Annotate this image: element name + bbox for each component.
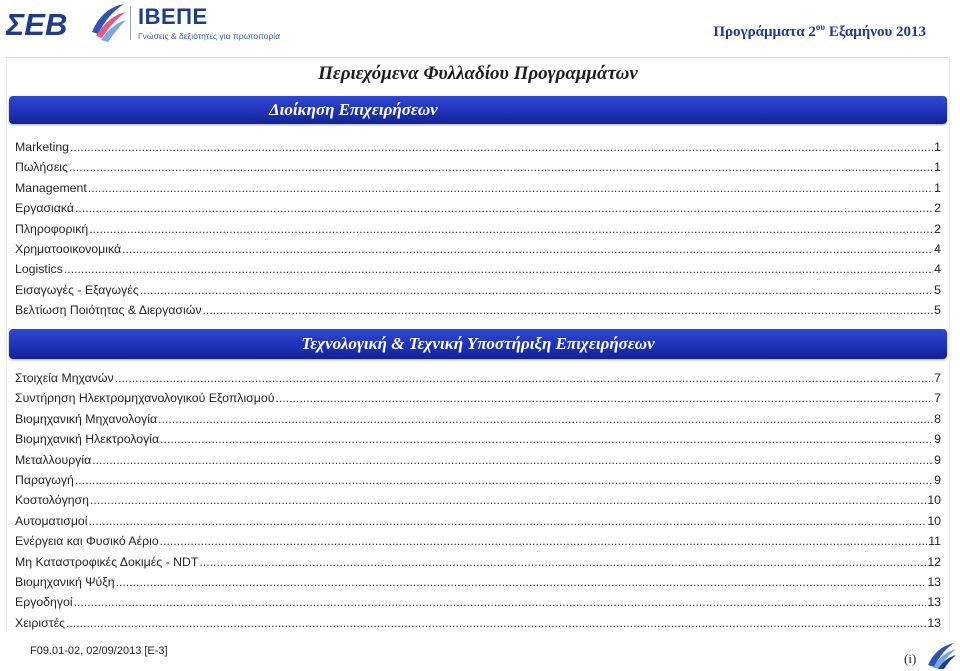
toc-leader xyxy=(69,157,933,177)
toc-leader xyxy=(92,450,933,470)
toc-entry-page: 11 xyxy=(928,534,941,549)
toc-entry-page: 13 xyxy=(927,615,941,630)
logo-separator xyxy=(130,6,131,40)
toc-entry-page: 10 xyxy=(927,493,941,508)
toc-entry-label: Βιομηχανική Ψύξη xyxy=(15,574,115,589)
toc-entry-page: 9 xyxy=(934,432,941,447)
toc-leader xyxy=(90,490,926,510)
toc-entry-page: 7 xyxy=(934,371,941,385)
toc-entry-label: Πληροφορική xyxy=(15,221,89,236)
section-heading-management xyxy=(9,96,947,124)
toc-entry[interactable] xyxy=(15,511,941,531)
toc-entry-page: 13 xyxy=(927,595,941,610)
seb-swoosh-icon xyxy=(92,4,126,42)
toc-entry-label: Management xyxy=(15,180,87,195)
toc-leader xyxy=(122,239,933,259)
toc-leader xyxy=(88,178,933,198)
toc-entry-label: Χειριστές xyxy=(15,615,65,630)
toc-entry[interactable] xyxy=(15,531,941,551)
toc-entry-label: Marketing xyxy=(15,140,69,154)
toc-leader xyxy=(203,300,934,320)
toc-entry[interactable] xyxy=(15,552,941,572)
toc-leader xyxy=(75,470,933,490)
ivepe-logo xyxy=(138,4,281,44)
toc-entry-page: 2 xyxy=(934,221,941,236)
toc-entry-page: 12 xyxy=(927,554,941,569)
toc-entry-label: Εργοδηγοί xyxy=(15,595,73,610)
toc-entry[interactable] xyxy=(15,368,941,388)
toc-entry-page: 9 xyxy=(934,452,941,467)
toc-leader xyxy=(89,219,933,239)
toc-leader xyxy=(160,531,928,551)
ivepe-tagline: Γνώσεις & δεξιότητες για πρωτοπορία xyxy=(138,31,281,41)
toc-entry[interactable] xyxy=(15,178,941,198)
toc-entry-page: 13 xyxy=(927,574,941,589)
toc-entry-label: Κοστολόγηση xyxy=(15,493,89,508)
toc-entry-label: Logistics xyxy=(15,262,63,277)
toc-list-management xyxy=(15,137,941,321)
toc-entry-page: 10 xyxy=(927,513,941,528)
toc-leader xyxy=(116,572,927,592)
toc-entry[interactable] xyxy=(15,470,941,490)
toc-list-technical-support xyxy=(15,368,941,633)
toc-leader xyxy=(160,429,933,449)
toc-entry-page: 8 xyxy=(934,411,941,426)
toc-entry-label: Συντήρηση Ηλεκτρομηχανολογικού Εξοπλισμού xyxy=(15,391,275,406)
toc-entry-label: Βιομηχανική Μηχανολογία xyxy=(15,411,158,426)
toc-entry[interactable] xyxy=(15,429,941,449)
toc-entry-label: Μη Καταστροφικές Δοκιμές - NDT xyxy=(15,554,199,569)
toc-entry-label: Πωλήσεις xyxy=(15,160,68,175)
toc-entry-label: Βιομηχανική Ηλεκτρολογία xyxy=(15,432,160,447)
toc-entry[interactable] xyxy=(15,388,941,408)
toc-entry-page: 2 xyxy=(934,201,941,216)
toc-leader xyxy=(74,592,927,612)
footer-document-code: F09.01-02, 02/09/2013 [E-3] xyxy=(30,645,168,657)
toc-leader xyxy=(115,368,933,388)
toc-entry[interactable] xyxy=(15,450,941,470)
toc-entry[interactable] xyxy=(15,280,941,300)
toc-entry-label: Στοιχεία Μηχανών xyxy=(15,371,114,385)
toc-entry-label: Εργασιακά xyxy=(15,201,74,216)
program-title-main: Προγράμματα 2 xyxy=(713,24,816,40)
toc-entry[interactable] xyxy=(15,572,941,592)
toc-entry-label: Εισαγωγές - Εξαγωγές xyxy=(15,282,139,297)
section-heading-label: Διοίκηση Επιχειρήσεων xyxy=(269,100,438,119)
toc-entry-page: 4 xyxy=(934,241,941,256)
toc-entry-label: Χρηματοοικονομικά xyxy=(15,241,122,256)
toc-entry[interactable] xyxy=(15,592,941,612)
toc-leader xyxy=(140,280,933,300)
toc-leader xyxy=(158,409,933,429)
toc-entry[interactable] xyxy=(15,490,941,510)
toc-entry-label: Αυτοματισμοί xyxy=(15,513,88,528)
toc-entry[interactable] xyxy=(15,157,941,177)
toc-entry[interactable] xyxy=(15,219,941,239)
toc-leader xyxy=(66,613,926,633)
toc-entry[interactable] xyxy=(15,409,941,429)
toc-leader xyxy=(275,388,933,408)
toc-entry[interactable] xyxy=(15,259,941,279)
page-title: Περιεχόμενα Φυλλαδίου Προγραμμάτων xyxy=(318,63,638,84)
toc-entry-page: 1 xyxy=(934,180,941,195)
toc-leader xyxy=(75,198,933,218)
footer-swoosh-icon xyxy=(926,641,956,669)
toc-entry-label: Μεταλλουργία xyxy=(15,452,92,467)
toc-entry[interactable] xyxy=(15,239,941,259)
toc-entry[interactable] xyxy=(15,300,941,320)
toc-entry[interactable] xyxy=(15,613,941,633)
toc-entry[interactable] xyxy=(15,137,941,157)
toc-entry-page: 5 xyxy=(934,282,941,297)
ivepe-logo-text: ΙΒΕΠΕ xyxy=(138,4,208,29)
toc-leader xyxy=(70,137,933,157)
section-heading-technical-support xyxy=(9,329,947,359)
program-title-sup: ου xyxy=(815,22,826,32)
section-heading-label: Τεχνολογική & Τεχνική Υποστήριξη Επιχειρήσεων xyxy=(301,334,655,353)
toc-entry-page: 9 xyxy=(934,472,941,487)
program-title-tail: Εξαμήνου 2013 xyxy=(825,24,926,40)
toc-entry-page: 1 xyxy=(934,160,941,175)
toc-entry-page: 4 xyxy=(934,262,941,277)
contents-frame xyxy=(6,57,950,632)
toc-entry-label: Παραγωγή xyxy=(15,472,74,487)
program-title xyxy=(713,22,926,41)
toc-entry-label: Βελτίωση Ποιότητας & Διεργασιών xyxy=(15,303,202,318)
footer-page-number: (i) xyxy=(904,651,917,666)
toc-entry-label: Ενέργεια και Φυσικό Αέριο xyxy=(15,534,159,549)
toc-leader xyxy=(88,511,926,531)
page-header xyxy=(0,0,960,50)
toc-leader xyxy=(64,259,933,279)
toc-leader xyxy=(199,552,926,572)
toc-entry-page: 1 xyxy=(934,140,941,154)
toc-entry-page: 5 xyxy=(934,303,941,318)
seb-logo xyxy=(6,2,126,44)
toc-entry-page: 7 xyxy=(934,391,941,406)
toc-entry[interactable] xyxy=(15,198,941,218)
seb-logo-text: ΣΕΒ xyxy=(6,7,68,42)
